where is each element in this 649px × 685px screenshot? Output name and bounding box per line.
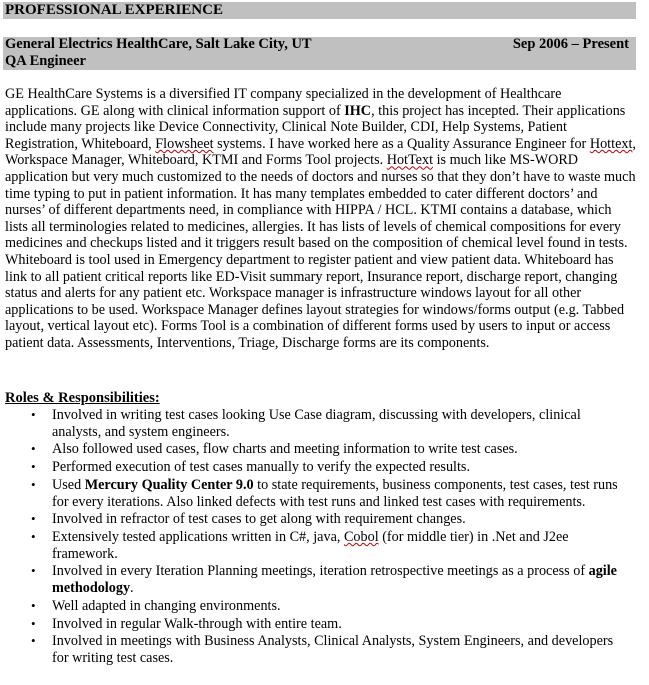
- page-cutoff: [0, 676, 649, 685]
- bullet-icon: •: [31, 597, 36, 613]
- bullet-icon: •: [31, 633, 36, 649]
- employment-dates: Sep 2006 – Present: [512, 36, 629, 52]
- bullet-icon: •: [31, 511, 36, 527]
- spellcheck-word: Flowsheet: [155, 135, 214, 152]
- bullet-icon: •: [31, 563, 36, 579]
- roles-list: [0, 407, 620, 668]
- bullet-icon: •: [31, 407, 36, 422]
- company-name: General Electrics HealthCare, Salt Lake City, UT: [5, 36, 312, 52]
- list-item: • Involved in regular Walk-through with entire team.: [31, 615, 342, 632]
- bullet-icon: •: [31, 459, 36, 475]
- bullet-icon: •: [31, 476, 36, 492]
- roles-heading: Roles & Responsibilities:: [5, 390, 160, 406]
- list-item: • Involved in writing test cases looking Use Case diagram, discussing with developers, clinical analysts, and system engineers.: [31, 407, 581, 440]
- list-item: • Performed execution of test cases manually to verify the expected results.: [31, 459, 470, 476]
- list-item: • Also followed used cases, flow charts and meeting information to write test cases.: [31, 441, 518, 458]
- bullet-icon: •: [31, 441, 36, 457]
- list-item: • Extensively tested applications written in C#, java, Cobol (for middle tier) in .Net and J2ee framework.: [31, 529, 569, 562]
- spellcheck-word: HotText: [386, 152, 434, 169]
- spellcheck-word: Cobol: [343, 529, 379, 546]
- list-item: • Involved in meetings with Business Analysts, Clinical Analysts, System Engineers, and developers for writing test cases.: [31, 633, 614, 666]
- list-item: • Used Mercury Quality Center 9.0 to state requirements, business components, test cases, test runs for every iterations. Also linked defects with test runs and linked test cases with requirements.: [31, 476, 618, 510]
- list-item: • Involved in every Iteration Planning meetings, iteration retrospective meetings as a process of agile methodology.: [31, 563, 617, 597]
- spellcheck-word: Hottext: [589, 135, 633, 152]
- list-item: • Well adapted in changing environments.: [31, 597, 281, 614]
- job-title: QA Engineer: [5, 53, 86, 69]
- ihc-bold: IHC: [344, 102, 372, 119]
- bullet-icon: •: [31, 529, 36, 545]
- bullet-icon: •: [31, 615, 36, 631]
- project-description: GE HealthCare Systems is a diversified IT company specialized in the development of Healthcare applications. GE along with clinical information support of IHC, this project has incepted. Their applications include many projects like Device Connectivity, Clinical Note Builder, CDI, Help Systems, Patient Registration, Whiteboard, Flowsheet systems. I have worked here as a Quality Assurance Engineer for Hottext, Workspace Manager, Whiteboard, KTMI and Forms Tool projects. HotText is much like MS-WORD application but very much customized to the needs of doctors and nurses so that they don’t have to waste much time typing to put in patient information. It has many templates embedded to cater different doctors’ and nurses’ of different departments need, in compliance with HIPPA / HCL. KTMI contains a database, which lists all terminologies related to medicines, allergies. It has lists of levels of chemical compositions for every medicines and checkups listed and it triggers result based on the composition of chemical level found in tests. Whiteboard is tool used in Emergency department to register patient and view patient data. Whiteboard has link to all patient critical reports like ED-Visit summary report, Insurance report, discharge report, changing status and alerts for any patient etc. Workspace manager is infrastructure windows layout for all other applications to be used. Workspace Manager defines layout strategies for windows/forms output (e.g. Tabbed layout, vertical layout etc). Forms Tool is a combination of different forms used by users to input or access patient data. Assessments, Interventions, Triage, Discharge forms are its components.: [5, 86, 636, 351]
- section-title: PROFESSIONAL EXPERIENCE: [5, 2, 223, 18]
- list-item: • Involved in refractor of test cases to get along with requirement changes.: [31, 511, 466, 528]
